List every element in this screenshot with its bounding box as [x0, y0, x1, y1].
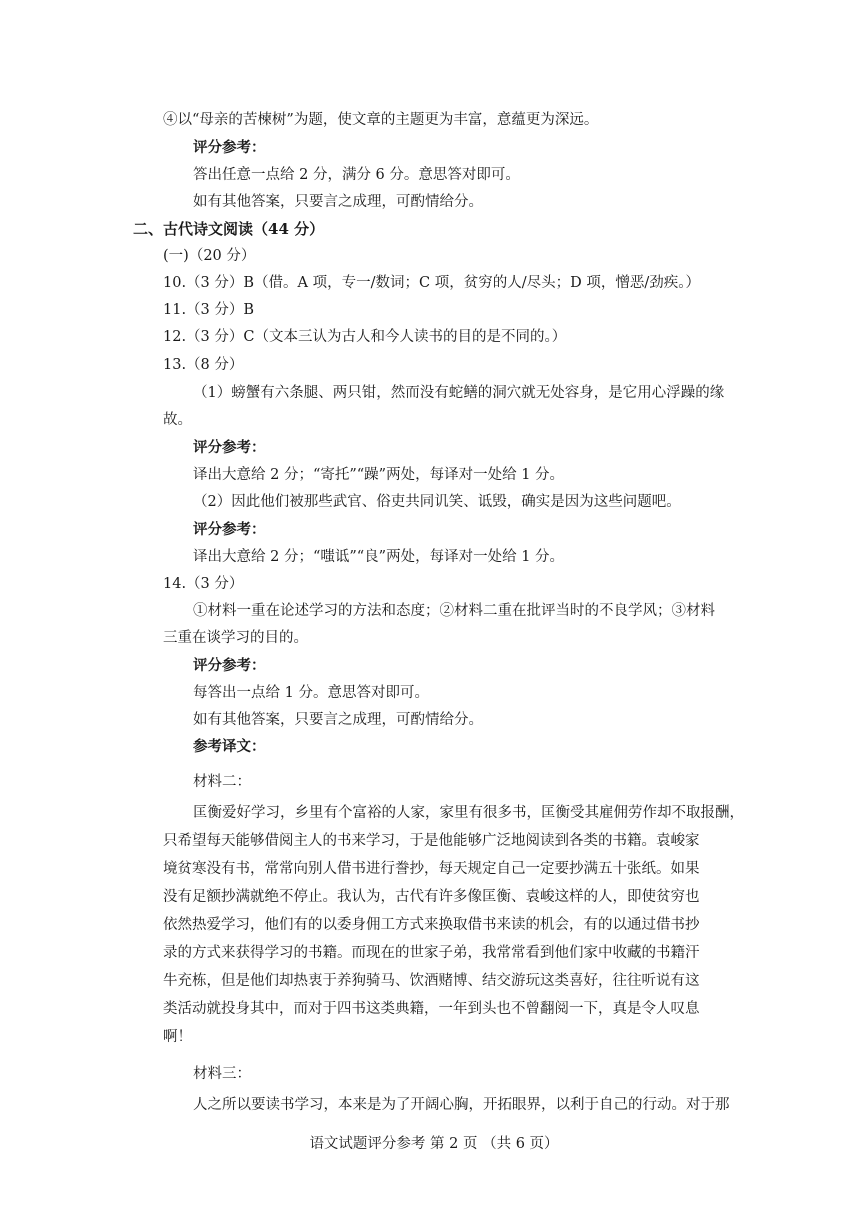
material-3-heading: 材料三： — [193, 1066, 251, 1082]
question-13-part-1-cont: 故。 — [163, 412, 192, 428]
scoring-rule: 答出任意一点给 2 分，满分 6 分。意思答对即可。 — [193, 167, 520, 183]
material-2-line: 没有足额抄满就绝不停止。我认为，古代有许多像匡衡、袁峻这样的人，即使贫穷也 — [163, 889, 700, 905]
question-14-heading: 14.（3 分） — [163, 576, 244, 592]
page-footer: 语文试题评分参考 第 2 页 （共 6 页） — [309, 1136, 559, 1152]
scoring-reference-heading: 评分参考： — [193, 439, 266, 456]
question-13-part-2: （2）因此他们被那些武官、俗吏共同讥笑、诋毁，确实是因为这些问题吧。 — [193, 494, 681, 510]
material-2-line: 匡衡爱好学习，乡里有个富裕的人家，家里有很多书，匡衡受其雇佣劳作却不取报酬， — [193, 805, 744, 821]
question-10-answer: 10.（3 分）B（借。A 项，专一/数词；C 项，贫穷的人/尽头；D 项，憎恶/劲疾。） — [163, 275, 700, 291]
question-14-answer: ①材料一重在论述学习的方法和态度；②材料二重在批评当时的不良学风；③材料 — [193, 603, 715, 619]
reference-translation-heading: 参考译文： — [193, 738, 266, 755]
scoring-reference-heading: 评分参考： — [193, 657, 266, 674]
material-2-line: 类活动就投身其中，而对于四书这类典籍，一年到头也不曾翻阅一下，真是令人叹息 — [163, 1001, 700, 1017]
question-14-answer-cont: 三重在谈学习的目的。 — [163, 630, 308, 646]
question-13-part-1: （1）螃蟹有六条腿、两只钳，然而没有蛇鳝的洞穴就无处容身，是它用心浮躁的缘 — [193, 385, 725, 401]
material-2-line: 境贫寒没有书，常常向别人借书进行誊抄，每天规定自己一定要抄满五十张纸。如果 — [163, 861, 700, 877]
material-2-line: 录的方式来获得学习的书籍。而现在的世家子弟，我常常看到他们家中收藏的书籍汗 — [163, 945, 700, 961]
answer-point-4: ④以“母亲的苦楝树”为题，使文章的主题更为丰富，意蕴更为深远。 — [163, 112, 599, 128]
material-2-line: 啊！ — [163, 1029, 192, 1045]
question-12-answer: 12.（3 分）C（文本三认为古人和今人读书的目的是不同的。） — [163, 329, 567, 345]
material-3-line: 人之所以要读书学习，本来是为了开阔心胸，开拓眼界，以利于自己的行动。对于那 — [193, 1097, 730, 1113]
scoring-note: 如有其他答案，只要言之成理，可酌情给分。 — [193, 712, 483, 728]
scoring-rule: 每答出一点给 1 分。意思答对即可。 — [193, 685, 429, 701]
material-2-heading: 材料二： — [193, 774, 251, 790]
scoring-reference-heading: 评分参考： — [193, 521, 266, 538]
scoring-rule: 译出大意给 2 分；“寄托”“躁”两处，每译对一处给 1 分。 — [193, 467, 565, 483]
section-heading: 二、古代诗文阅读（44 分） — [133, 220, 325, 238]
material-2-line: 依然热爱学习，他们有的以委身佣工方式来换取借书来读的机会，有的以通过借书抄 — [163, 917, 700, 933]
subsection-heading: (一)（20 分） — [163, 248, 256, 264]
scoring-rule: 译出大意给 2 分；“嗤诋”“良”两处，每译对一处给 1 分。 — [193, 549, 565, 565]
scoring-reference-heading: 评分参考： — [193, 139, 266, 156]
question-13-heading: 13.（8 分） — [163, 357, 244, 373]
material-2-line: 牛充栋，但是他们却热衷于养狗骑马、饮酒赌博、结交游玩这类喜好，往往听说有这 — [163, 973, 700, 989]
question-11-answer: 11.（3 分）B — [163, 302, 255, 318]
material-2-line: 只希望每天能够借阅主人的书来学习，于是他能够广泛地阅读到各类的书籍。袁峻家 — [163, 833, 700, 849]
scoring-note: 如有其他答案，只要言之成理，可酌情给分。 — [193, 194, 483, 210]
